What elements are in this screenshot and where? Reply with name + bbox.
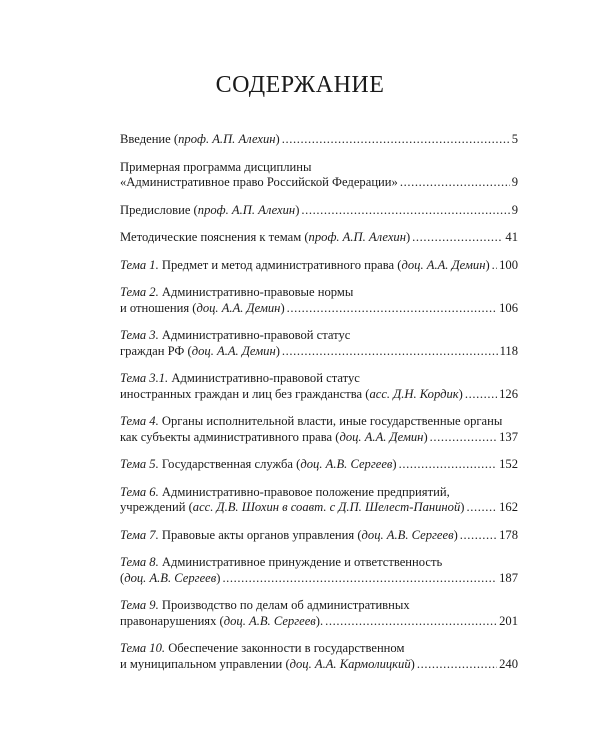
toc-entry-author: доц. А.В. Сергеев <box>361 527 454 542</box>
toc-dot-leader <box>325 614 497 630</box>
toc-page-number: 100 <box>499 257 518 272</box>
toc-entry-title: Правовые акты органов управления ( <box>158 527 362 542</box>
toc-entry-suffix: ) <box>485 257 490 272</box>
toc-entry-topic-number: Тема 9. <box>120 598 159 612</box>
toc-entry[interactable] <box>120 641 518 672</box>
toc-page-number: 118 <box>499 343 518 358</box>
toc-entry-author: проф. А.П. Алехин <box>178 132 276 146</box>
toc-entry-title: и муниципальном управлении ( <box>120 656 290 671</box>
toc-dot-leader <box>417 657 497 673</box>
toc-entry-row <box>120 230 518 246</box>
toc-entry-first-line-text: Производство по делам об административных <box>158 598 410 612</box>
toc-entry-title: учреждений ( <box>120 500 193 514</box>
toc-entry-title: Государственная служба ( <box>158 457 301 471</box>
toc-page-number: 9 <box>511 202 518 217</box>
toc-page-number: 5 <box>511 132 518 146</box>
toc-entry-suffix: ) <box>460 500 465 514</box>
toc-entry-suffix: ) <box>405 230 411 244</box>
toc-entry-first-line-text: Обеспечение законности в государственном <box>165 641 405 655</box>
toc-entry-first-line-text: Административно-правовые нормы <box>158 285 354 299</box>
toc-entry-suffix: ) <box>216 570 221 585</box>
toc-entry[interactable] <box>120 285 518 316</box>
toc-entry-topic-number: Тема 3.1. <box>120 371 169 385</box>
toc-entry[interactable] <box>120 528 518 544</box>
toc-entry-author: доц. А.А. Демин <box>339 429 424 444</box>
toc-entry-row <box>120 175 518 191</box>
toc-entry-first-line-text: Административно-правовой статус <box>158 328 351 342</box>
toc-entry-text <box>120 230 410 246</box>
toc-dot-leader <box>282 344 498 360</box>
toc-entry-text <box>120 430 428 446</box>
toc-entry-text <box>120 500 464 516</box>
toc-entry-row <box>120 657 518 673</box>
toc-entry-suffix: ). <box>315 613 324 628</box>
toc-entry[interactable] <box>120 555 518 586</box>
toc-dot-leader <box>466 500 497 516</box>
toc-entry-text <box>120 132 280 148</box>
toc-dot-leader <box>282 132 510 148</box>
toc-entry[interactable] <box>120 230 518 246</box>
toc-dot-leader <box>399 457 498 473</box>
toc-entry-first-line <box>120 641 518 657</box>
toc-entry-text <box>120 528 458 544</box>
toc-entry-suffix: ) <box>392 457 397 471</box>
toc-entry-text <box>120 203 299 219</box>
toc-entry-text <box>120 657 415 673</box>
toc-entry-topic-number: Тема 5. <box>120 457 159 471</box>
toc-entry-title: Введение ( <box>120 132 179 146</box>
toc-entry-title: иностранных граждан и лиц без гражданства ( <box>120 386 370 401</box>
toc-dot-leader <box>430 430 497 446</box>
toc-entry[interactable] <box>120 203 518 219</box>
toc-dot-leader <box>412 230 503 246</box>
toc-entry-suffix: ) <box>275 132 280 146</box>
toc-entry-title: и отношения ( <box>120 300 197 315</box>
toc-entry-text <box>120 614 323 630</box>
toc-entry-title: как субъекты административного права ( <box>120 429 340 444</box>
toc-dot-leader <box>492 258 497 274</box>
toc-entry-row <box>120 258 518 274</box>
toc-entry[interactable] <box>120 132 518 148</box>
toc-entry-text <box>120 457 397 473</box>
toc-page-number: 240 <box>499 656 518 671</box>
toc-entry-author: доц. А.В. Сергеев <box>300 457 393 471</box>
toc-entry-text <box>120 175 398 191</box>
toc-entry-topic-number: Тема 3. <box>120 328 159 342</box>
toc-entry-author: проф. А.П. Алехин <box>197 202 296 217</box>
toc-entry-row <box>120 500 518 516</box>
toc-entry-row <box>120 344 518 360</box>
toc-entry-first-line <box>120 371 518 387</box>
toc-entry-text <box>120 258 490 274</box>
toc-entry-title: правонарушениях ( <box>120 613 224 628</box>
toc-entry-author: асс. Д.В. Шохин в соавт. с Д.П. Шелест-Паниной <box>192 500 461 514</box>
toc-page-number: 137 <box>499 429 518 444</box>
toc-entry-author: доц. А.А. Демин <box>401 257 486 272</box>
toc-page-number: 187 <box>499 570 518 585</box>
toc-entry-first-line <box>120 598 518 614</box>
toc-entry-row <box>120 614 518 630</box>
toc-page-number: 162 <box>499 500 518 514</box>
toc-entry-topic-number: Тема 1. <box>120 257 159 272</box>
toc-entry-first-line-text: Административное принуждение и ответственность <box>158 555 443 569</box>
toc-dot-leader <box>222 571 497 587</box>
toc-entry-suffix: ) <box>275 343 280 358</box>
toc-entry-text <box>120 344 280 360</box>
toc-entry-title: граждан РФ ( <box>120 343 192 358</box>
toc-page-number: 152 <box>499 457 518 471</box>
toc-entry-first-line-text: Органы исполнительной власти, иные государственные органы <box>158 414 503 428</box>
toc-entry-text <box>120 571 220 587</box>
toc-entry-row <box>120 132 518 148</box>
toc-entry-title: ( <box>120 570 125 585</box>
toc-entry-author: проф. А.П. Алехин <box>308 230 406 244</box>
toc-entry-author: доц. А.В. Сергеев <box>124 570 217 585</box>
toc-entry-author: доц. А.А. Кармолицкий <box>289 656 411 671</box>
toc-entry-topic-number: Тема 2. <box>120 285 159 299</box>
toc-page-number: 178 <box>499 527 518 542</box>
toc-entry-first-line-text: Административно-правовое положение предприятий, <box>158 484 450 499</box>
toc-entry[interactable] <box>120 598 518 629</box>
toc-entry-topic-number: Тема 6. <box>120 484 159 499</box>
toc-entry-author: асс. Д.Н. Кордик <box>369 386 459 401</box>
toc-entry-first-line <box>120 328 518 344</box>
toc-entry-author: доц. А.А. Демин <box>191 343 276 358</box>
toc-entry-suffix: ) <box>280 300 285 315</box>
toc-entry-suffix: ) <box>295 202 300 217</box>
page-title: СОДЕРЖАНИЕ <box>215 72 385 98</box>
toc-entry[interactable] <box>120 414 518 445</box>
toc-entry[interactable] <box>120 485 518 516</box>
toc-page-number: 126 <box>499 386 518 401</box>
toc-entry-author: доц. А.А. Демин <box>196 300 281 315</box>
toc-dot-leader <box>400 175 510 191</box>
toc-entry-suffix: ) <box>453 527 458 542</box>
toc-entry-topic-number: Тема 10. <box>120 641 166 655</box>
toc-entry-row <box>120 430 518 446</box>
toc-entry[interactable] <box>120 371 518 402</box>
table-of-contents <box>120 132 518 684</box>
toc-entry-text <box>120 301 285 317</box>
toc-dot-leader <box>287 301 497 317</box>
toc-entry-topic-number: Тема 4. <box>120 414 159 428</box>
toc-page-number: 201 <box>499 613 518 628</box>
toc-entry-row <box>120 387 518 403</box>
toc-dot-leader <box>301 203 509 219</box>
toc-dot-leader <box>465 387 497 403</box>
toc-entry-row <box>120 457 518 473</box>
toc-entry-first-line <box>120 160 518 176</box>
toc-entry[interactable] <box>120 160 518 191</box>
toc-page-number: 106 <box>499 300 518 315</box>
toc-entry[interactable] <box>120 457 518 473</box>
toc-entry-topic-number: Тема 8. <box>120 555 159 569</box>
toc-page-number: 41 <box>505 230 518 244</box>
toc-entry-topic-number: Тема 7. <box>120 527 159 542</box>
toc-entry-first-line-text: Примерная программа дисциплины <box>120 159 312 174</box>
toc-entry-suffix: ) <box>458 386 463 401</box>
toc-entry-suffix: ) <box>410 656 415 671</box>
toc-entry-row <box>120 528 518 544</box>
toc-entry-first-line <box>120 485 518 501</box>
toc-entry-text <box>120 387 463 403</box>
toc-dot-leader <box>460 528 497 544</box>
toc-entry[interactable] <box>120 258 518 274</box>
toc-entry-suffix: ) <box>423 429 428 444</box>
toc-entry-title: «Административное право Российской Федерации» <box>120 175 398 189</box>
toc-page-number: 9 <box>511 175 518 189</box>
toc-entry-row <box>120 301 518 317</box>
toc-entry-first-line <box>120 414 518 430</box>
toc-entry[interactable] <box>120 328 518 359</box>
toc-entry-first-line <box>120 285 518 301</box>
toc-entry-first-line <box>120 555 518 571</box>
toc-entry-row <box>120 203 518 219</box>
toc-entry-first-line-text: Административно-правовой статус <box>168 371 360 385</box>
toc-entry-title: Предисловие ( <box>120 202 198 217</box>
toc-entry-title: Предмет и метод административного права ( <box>158 257 402 272</box>
toc-entry-title: Методические пояснения к темам ( <box>120 230 309 244</box>
toc-entry-row <box>120 571 518 587</box>
toc-entry-author: доц. А.В. Сергеев <box>223 613 316 628</box>
